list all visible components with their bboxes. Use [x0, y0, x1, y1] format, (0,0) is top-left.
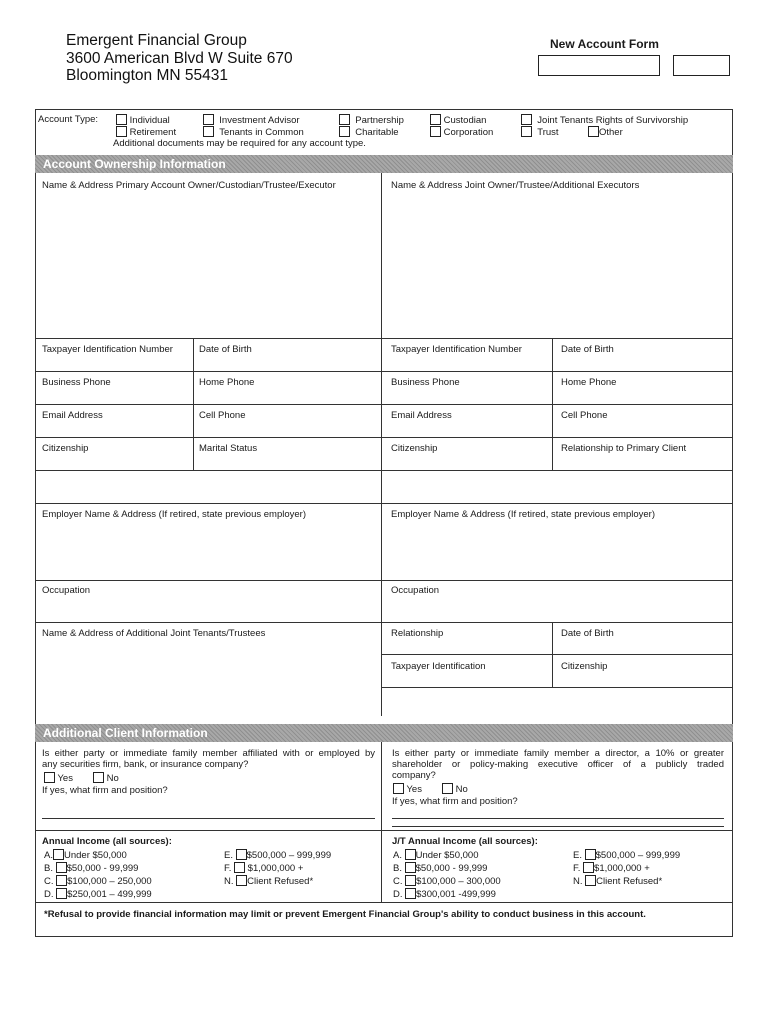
- account-type-label: Account Type:: [38, 114, 99, 125]
- form-number-field[interactable]: [538, 55, 660, 76]
- jt-income-50k-99k[interactable]: B. $50,000 - 99,999: [393, 863, 488, 874]
- joint-citizenship[interactable]: Citizenship: [391, 443, 438, 454]
- form-date-field[interactable]: [673, 55, 730, 76]
- checkbox[interactable]: [116, 126, 127, 137]
- q1-text: Is either party or immediate family member affiliated with or employed by any securities firm, bank, or insurance company?: [42, 748, 375, 770]
- primary-occupation[interactable]: Occupation: [42, 585, 91, 596]
- joint-business-phone[interactable]: Business Phone: [391, 377, 460, 388]
- checkbox[interactable]: [521, 126, 532, 137]
- primary-home-phone[interactable]: Home Phone: [199, 377, 255, 388]
- additional-dob[interactable]: Date of Birth: [561, 628, 614, 639]
- checkbox[interactable]: [430, 126, 441, 137]
- q1-if-yes: If yes, what firm and position?: [42, 785, 168, 796]
- checkbox[interactable]: [405, 849, 416, 860]
- joint-cell[interactable]: Cell Phone: [561, 410, 608, 421]
- checkbox[interactable]: [585, 849, 596, 860]
- jt-income-500k-999k[interactable]: E. $500,000 – 999,999: [573, 850, 681, 861]
- checkbox[interactable]: [53, 849, 64, 860]
- account-type-trust[interactable]: Trust: [521, 126, 559, 139]
- primary-tin[interactable]: Taxpayer Identification Number: [42, 344, 173, 355]
- form-title: New Account Form: [550, 37, 659, 51]
- joint-employer[interactable]: Employer Name & Address (If retired, state previous employer): [391, 509, 655, 520]
- ownership-section-header: Account Ownership Information: [35, 155, 733, 173]
- account-type-retirement[interactable]: Retirement: [116, 126, 176, 139]
- additional-citizenship[interactable]: Citizenship: [561, 661, 608, 672]
- income-1m-plus[interactable]: F. $1,000,000 +: [224, 863, 304, 874]
- company-address-line2: Bloomington MN 55431: [66, 67, 228, 84]
- q2-text: Is either party or immediate family member a director, a 10% or greater shareholder or policy-making executive officer of a publicly traded company?: [392, 748, 724, 781]
- joint-email[interactable]: Email Address: [391, 410, 452, 421]
- checkbox[interactable]: [236, 849, 247, 860]
- jt-income-1m-plus[interactable]: F. $1,000,000 +: [573, 863, 650, 874]
- checkbox[interactable]: [203, 126, 214, 137]
- checkbox[interactable]: [116, 114, 127, 125]
- primary-dob[interactable]: Date of Birth: [199, 344, 252, 355]
- jt-income-100k-300k[interactable]: C. $100,000 – 300,000: [393, 876, 501, 887]
- income-250k-499k[interactable]: D. $250,001 – 499,999: [44, 889, 152, 900]
- joint-occupation[interactable]: Occupation: [391, 585, 440, 596]
- additional-tenants-name-address[interactable]: Name & Address of Additional Joint Tenants/Trustees: [42, 628, 266, 639]
- additional-info-section-header: Additional Client Information: [35, 724, 733, 742]
- checkbox[interactable]: [585, 875, 596, 886]
- jt-income-300k-499k[interactable]: D. $300,001 -499,999: [393, 889, 496, 900]
- primary-owner-name-address[interactable]: Name & Address Primary Account Owner/Custodian/Trustee/Executor: [42, 180, 336, 191]
- checkbox[interactable]: [203, 114, 214, 125]
- additional-taxpayer-id[interactable]: Taxpayer Identification: [391, 661, 486, 672]
- q2-if-yes: If yes, what firm and position?: [392, 796, 518, 807]
- income-50k-99k[interactable]: B. $50,000 - 99,999: [44, 863, 139, 874]
- income-client-refused[interactable]: N. Client Refused*: [224, 876, 314, 887]
- checkbox[interactable]: [56, 862, 67, 873]
- checkbox[interactable]: [442, 783, 453, 794]
- income-500k-999k[interactable]: E. $500,000 – 999,999: [224, 850, 332, 861]
- joint-dob[interactable]: Date of Birth: [561, 344, 614, 355]
- checkbox[interactable]: [393, 783, 404, 794]
- checkbox[interactable]: [405, 862, 416, 873]
- primary-citizenship[interactable]: Citizenship: [42, 443, 89, 454]
- jt-income-client-refused[interactable]: N. Client Refused*: [573, 876, 663, 887]
- checkbox[interactable]: [56, 875, 67, 886]
- account-type-tenants-in-common[interactable]: Tenants in Common: [203, 126, 304, 139]
- checkbox[interactable]: [236, 875, 247, 886]
- checkbox[interactable]: [44, 772, 55, 783]
- checkbox[interactable]: [583, 862, 594, 873]
- refusal-note: *Refusal to provide financial information may limit or prevent Emergent Financial Group's ability to conduct business in this account.: [44, 909, 646, 920]
- account-type-other[interactable]: Other: [588, 126, 623, 139]
- account-type-custodian[interactable]: Custodian: [430, 114, 486, 127]
- primary-employer[interactable]: Employer Name & Address (If retired, state previous employer): [42, 509, 306, 520]
- company-name: Emergent Financial Group: [66, 32, 247, 49]
- checkbox[interactable]: [56, 888, 67, 899]
- additional-relationship[interactable]: Relationship: [391, 628, 444, 639]
- annual-income-title: Annual Income (all sources):: [42, 836, 172, 847]
- checkbox[interactable]: [405, 875, 416, 886]
- joint-relationship-to-primary[interactable]: Relationship to Primary Client: [561, 443, 687, 454]
- account-type-investment-advisor[interactable]: Investment Advisor: [203, 114, 300, 127]
- q1-answer-line[interactable]: [42, 818, 375, 819]
- checkbox[interactable]: [339, 114, 350, 125]
- account-type-partnership[interactable]: Partnership: [339, 114, 404, 127]
- company-address-line1: 3600 American Blvd W Suite 670: [66, 50, 293, 67]
- checkbox[interactable]: [405, 888, 416, 899]
- account-type-joint-tenants[interactable]: Joint Tenants Rights of Survivorship: [521, 114, 688, 127]
- joint-tin[interactable]: Taxpayer Identification Number: [391, 344, 522, 355]
- primary-email[interactable]: Email Address: [42, 410, 103, 421]
- jt-income-under-50k[interactable]: A. Under $50,000: [393, 850, 479, 861]
- checkbox[interactable]: [430, 114, 441, 125]
- joint-home-phone[interactable]: Home Phone: [561, 377, 617, 388]
- q2-answer-line[interactable]: [392, 818, 724, 819]
- jt-annual-income-title: J/T Annual Income (all sources):: [392, 836, 538, 847]
- joint-owner-name-address[interactable]: Name & Address Joint Owner/Trustee/Additional Executors: [391, 180, 640, 191]
- q1-no[interactable]: No: [93, 772, 119, 785]
- income-under-50k[interactable]: A. Under $50,000: [44, 850, 127, 861]
- account-type-note: Additional documents may be required for any account type.: [113, 138, 366, 149]
- checkbox[interactable]: [234, 862, 245, 873]
- account-type-corporation[interactable]: Corporation: [430, 126, 493, 139]
- checkbox[interactable]: [521, 114, 532, 125]
- checkbox[interactable]: [93, 772, 104, 783]
- income-100k-250k[interactable]: C. $100,000 – 250,000: [44, 876, 152, 887]
- account-type-individual[interactable]: Individual: [116, 114, 170, 127]
- account-type-charitable[interactable]: Charitable: [339, 126, 399, 139]
- q2-yes[interactable]: Yes: [393, 783, 422, 796]
- q2-answer-line-2[interactable]: [392, 826, 724, 827]
- checkbox[interactable]: [588, 126, 599, 137]
- primary-cell[interactable]: Cell Phone: [199, 410, 246, 421]
- primary-business-phone[interactable]: Business Phone: [42, 377, 111, 388]
- q2-no[interactable]: No: [442, 783, 468, 796]
- q1-yes[interactable]: Yes: [44, 772, 73, 785]
- checkbox[interactable]: [339, 126, 350, 137]
- primary-marital-status[interactable]: Marital Status: [199, 443, 258, 454]
